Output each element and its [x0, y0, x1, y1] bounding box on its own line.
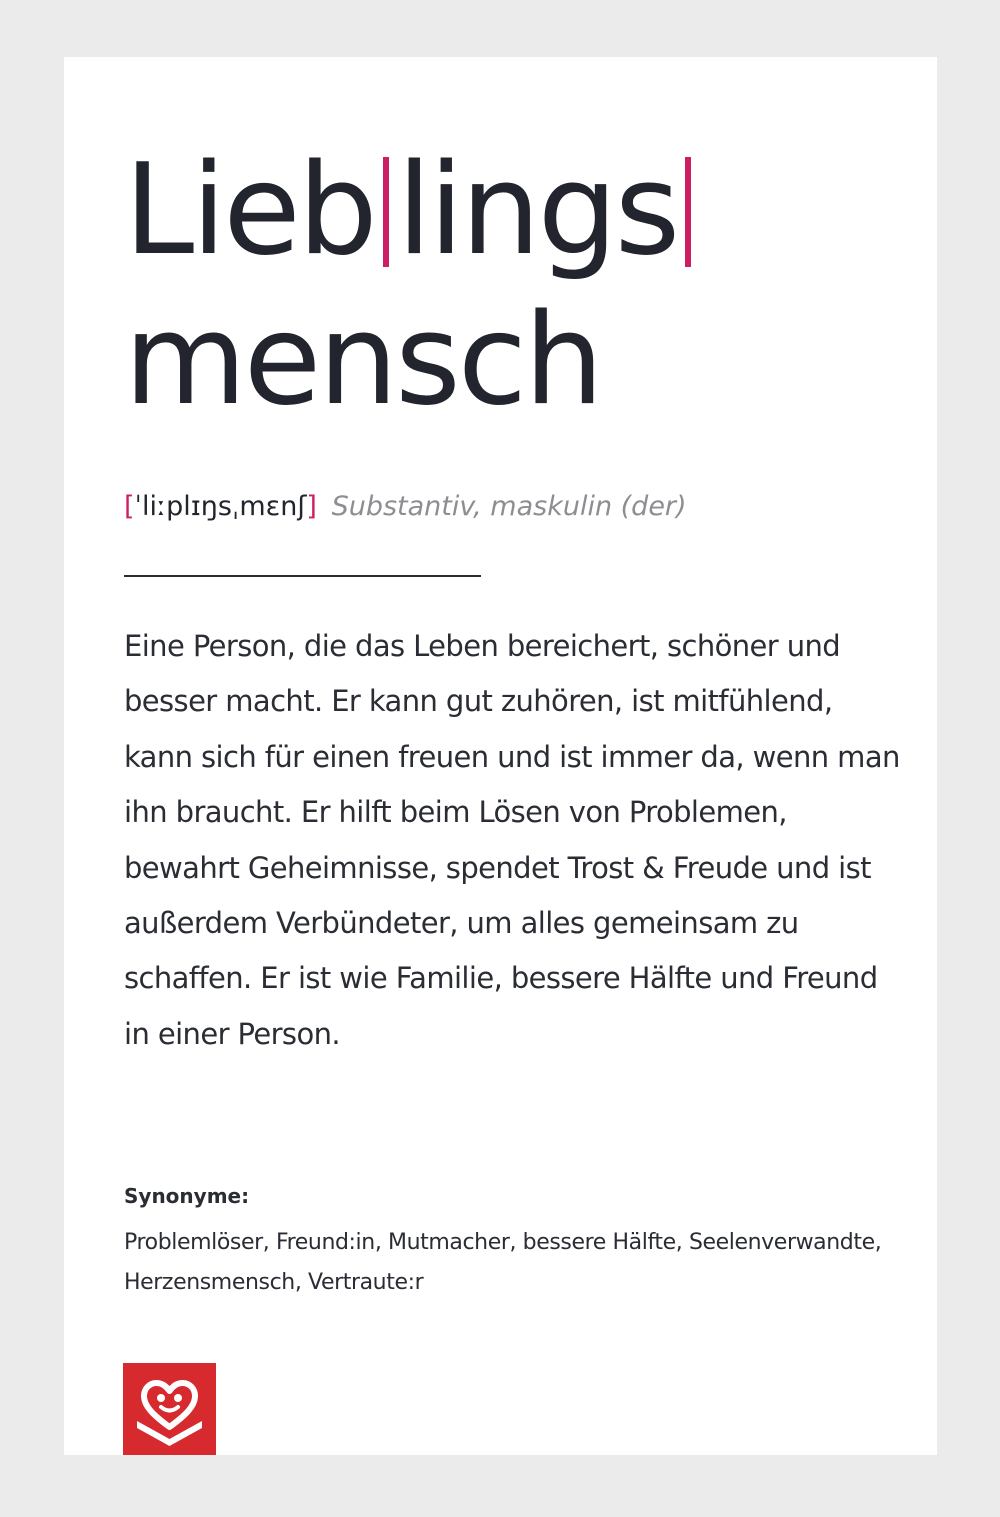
- pronunciation-line: [124, 487, 687, 527]
- syllable-separator: [383, 157, 389, 267]
- part-of-speech: Substantiv, maskulin (der): [331, 491, 687, 522]
- headword-part-1: Lieb: [124, 136, 375, 283]
- headword-part-3: mensch: [124, 286, 601, 433]
- pronunciation-ipa: ˈliːplɪŋsˌmɛnʃ: [134, 491, 307, 522]
- syllable-separator: [685, 157, 691, 267]
- heart-book-logo-icon: [123, 1363, 216, 1455]
- definition-card: [64, 57, 937, 1455]
- headword: [124, 135, 699, 435]
- divider-rule: [124, 575, 481, 577]
- pronunciation-open-bracket: [: [124, 491, 135, 522]
- synonyms-label: Synonyme:: [124, 1184, 250, 1208]
- headword-part-2: lings: [396, 136, 678, 283]
- definition-text: Eine Person, die das Leben bereichert, schöner und besser macht. Er kann gut zuhören, ist mitfühlend, kann sich für einen freuen und ist immer da, wenn man ihn braucht. Er hilft beim Lösen von Problemen, bewahrt Geheimnisse, spendet Trost & Freude und ist außerdem Verbündeter, um alles gemeinsam zu schaffen. Er ist wie Familie, bessere Hälfte und Freund in einer Person.: [124, 629, 900, 1051]
- synonyms-text: Problemlöser, Freund:in, Mutmacher, bessere Hälfte, Seelenverwandte, Herzensmensch, Vertraute:r: [124, 1230, 882, 1295]
- pronunciation-close-bracket: ]: [306, 491, 317, 522]
